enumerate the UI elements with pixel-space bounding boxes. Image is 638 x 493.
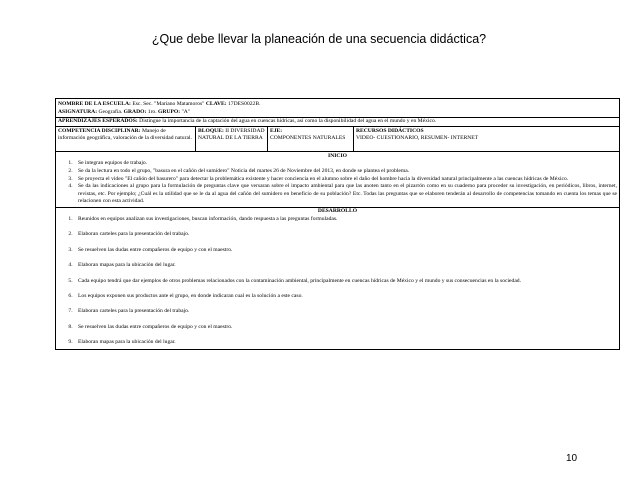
competence-text: Manejo de información geográfica, valoración de la diversidad natural. — [58, 127, 192, 142]
planning-table — [55, 98, 620, 350]
group-value: "A" — [181, 108, 191, 115]
list-item: 7. Elaboran carteles para la presentación del trabajo. — [74, 308, 617, 316]
header-row — [56, 127, 620, 152]
list-item: 9. Elaboran mapas para la ubicación del lugar. — [74, 339, 617, 347]
school-line: NOMBRE DE LA ESCUELA: Esc. Sec. "Mariano Matamoros" CLAVE: 17DES0022B. — [58, 101, 261, 107]
desarrollo-list — [58, 216, 617, 347]
school-label: NOMBRE DE LA ESCUELA — [58, 101, 130, 107]
block-label: BLOQUE — [198, 127, 222, 134]
desarrollo-row — [56, 207, 620, 349]
list-item: 4. Elaboran mapas para la ubicación del lugar. — [74, 262, 617, 270]
list-item: 5. Cada equipo tendrá que dar ejemplos de otros problemas relacionados con la contaminación ambiental, principalmente en cuencas hídricas de México y el mundo y sus consecuencias en la sociedad. — [74, 278, 617, 286]
grade-label: GRADO — [123, 108, 145, 115]
block-cell: BLOQUE: II DIVERSIDAD NATURAL DE LA TIERRA — [196, 127, 268, 152]
list-item: 2. Se da la lectura en todo el grupo, "basura en el cañón del sumidero" Noticia del martes 26 de Noviembre del 2013, en donde se plantea el problema. — [74, 168, 617, 176]
key-label: CLAVE — [205, 101, 225, 107]
axis-text: COMPONENTES NATURALES — [270, 135, 346, 142]
document-title: ¿Que debe llevar la planeación de una secuencia didáctica? — [151, 32, 487, 46]
school-name: Esc. Sec. "Mariano Matamoros" — [132, 101, 205, 107]
inicio-heading: INICIO — [328, 152, 347, 159]
list-item: 4. Se da las indicaciones al grupo para la formulación de preguntas clave que versaran sobre el impacto ambiental para que las anoten tanto en el pizarrón como en su cuaderno para proceder su investigación, en periódicos, libros, internet, revistas, etc. Por ejemplo; ¿Cuál es la utilidad que se le da al agua del cañón del sumidero en beneficio de su población? Etc. Todas las preguntas que se elaboren tenderán al desarrollo de competencias tomando en cuenta los temas que se relacionen con esta actividad. — [74, 183, 617, 206]
inicio-row — [56, 152, 620, 208]
subject-label: ASIGNATURA — [58, 108, 96, 115]
list-item: 1. Reunidos en equipos analizan sus investigaciones, buscan información, dando respuesta a las preguntas formuladas. — [74, 216, 617, 224]
expected-label: APRENDIZAJES ESPERADOS — [58, 118, 136, 125]
school-key: 17DES0022B. — [228, 101, 261, 107]
page-number: 10 — [566, 453, 578, 464]
subject-line: ASIGNATURA: Geografía. GRADO: 1ro. GRUPO: "A" — [58, 108, 191, 115]
expected-text: Distingue la importancia de la captación del agua en cuencas hídricas, así como la disponibilidad del agua en el mundo y en México. — [139, 118, 437, 125]
subject-value: Geografía. — [98, 108, 123, 115]
list-item: 3. Se proyecta el video "El cañón del basurero" para detectar la problemática existente y hacer conciencia en el alumno sobre el daño del hombre hacia la diversidad natural principalmente a las cuencas hídricas de México. — [74, 176, 617, 184]
resources-label: RECURSOS DIDÁCTICOS — [356, 127, 424, 134]
list-item: 6. Los equipos exponen sus productos ante el grupo, en donde indicaran cual es la solución a este caso. — [74, 293, 617, 301]
resources-cell — [354, 127, 620, 152]
inicio-list — [58, 160, 617, 206]
list-item: 1. Se integran equipos de trabajo. — [74, 160, 617, 168]
list-item: 3. Se resuelven las dudas entre compañeros de equipo y con el maestro. — [74, 247, 617, 255]
grade-value: 1ro. — [147, 108, 157, 115]
list-item: 8. Se resuelven las dudas entre compañeros de equipo y con el maestro. — [74, 324, 617, 332]
desarrollo-heading: DESARROLLO — [317, 208, 358, 215]
competence-label: COMPETENCIA DISCIPLINAR — [58, 127, 139, 134]
axis-cell: EJE: COMPONENTES NATURALES — [268, 127, 354, 152]
axis-label: EJE — [270, 127, 281, 134]
expected-row: APRENDIZAJES ESPERADOS: Distingue la importancia de la captación del agua en cuencas hídricas, así como la disponibilidad del agua en el mundo y en México. — [56, 117, 620, 127]
group-label: GRUPO — [158, 108, 179, 115]
list-item: 2. Elaboran carteles para la presentación del trabajo. — [74, 231, 617, 239]
resources-text: VIDEO- CUESTIONARIO, RESUMEN- INTERNET — [356, 135, 479, 142]
competence-cell: COMPETENCIA DISCIPLINAR: Manejo de información geográfica, valoración de la diversidad natural. — [56, 127, 196, 152]
block-text: II DIVERSIDAD NATURAL DE LA TIERRA — [198, 127, 265, 142]
school-row — [56, 99, 620, 118]
